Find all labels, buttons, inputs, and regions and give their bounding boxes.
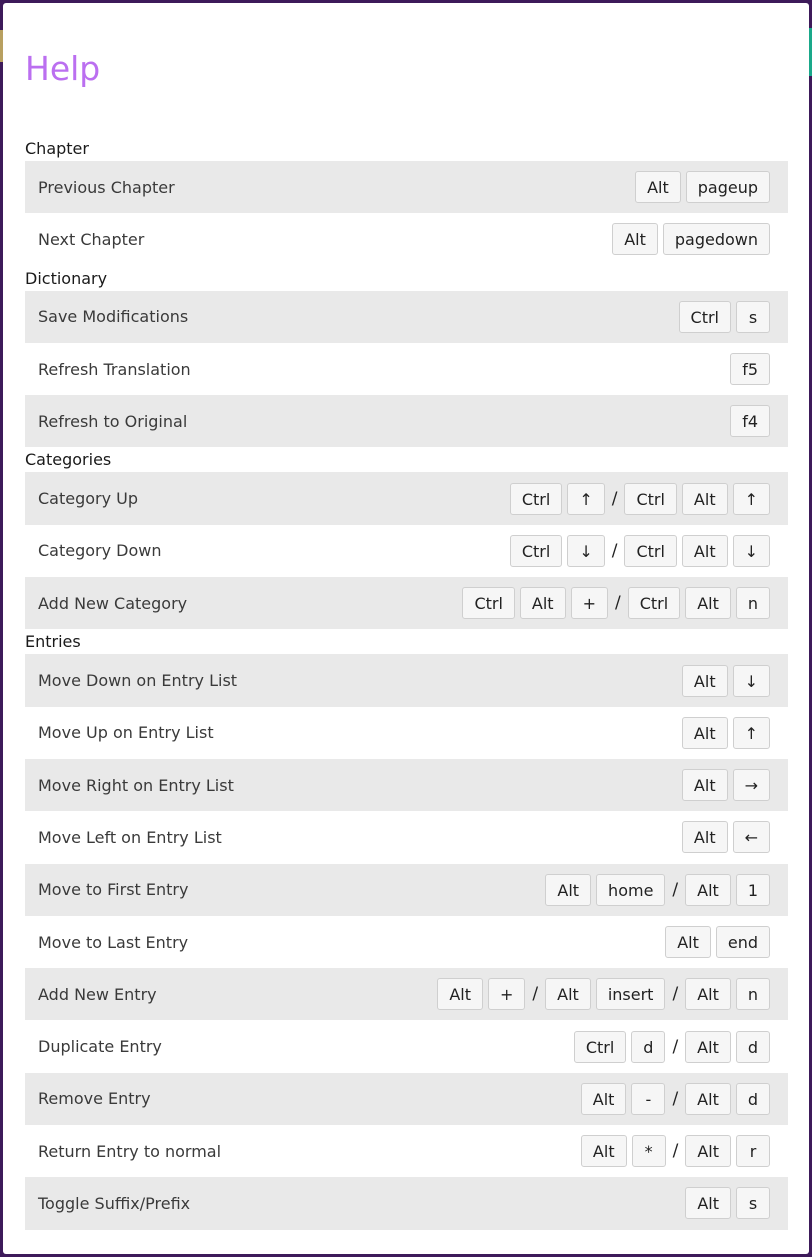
shortcut-label: Return Entry to normal (38, 1141, 222, 1161)
key-combination-group (505, 535, 770, 567)
key-cap: Ctrl (624, 483, 676, 515)
key-cap: ← (733, 821, 770, 853)
key-cap: Alt (635, 171, 681, 203)
key-cap: Ctrl (462, 587, 514, 619)
key-cap: Ctrl (679, 301, 731, 333)
key-combination-group (725, 405, 770, 437)
shortcut-row (25, 654, 788, 706)
combo-separator: / (672, 1036, 679, 1057)
key-cap: Alt (685, 1031, 731, 1063)
key-cap: Ctrl (510, 535, 562, 567)
shortcut-label: Category Up (38, 489, 139, 509)
key-cap: ↑ (733, 717, 770, 749)
shortcut-row (25, 213, 788, 265)
key-cap: Alt (581, 1135, 627, 1167)
key-combination-group (677, 769, 770, 801)
combo-separator: / (672, 984, 679, 1005)
key-cap: f4 (730, 405, 770, 437)
combo-separator: / (672, 1088, 679, 1109)
key-combination-group (674, 301, 770, 333)
key-combination-group (432, 978, 770, 1010)
key-combination-group (630, 171, 770, 203)
shortcut-label: Add New Category (38, 593, 188, 613)
key-cap: ↑ (567, 483, 604, 515)
key-cap: Alt (682, 535, 728, 567)
shortcut-row (25, 759, 788, 811)
shortcut-label: Move Right on Entry List (38, 775, 234, 795)
shortcut-label: Duplicate Entry (38, 1037, 162, 1057)
key-combination-group (725, 353, 770, 385)
key-cap: pagedown (663, 223, 770, 255)
key-cap: Alt (682, 665, 728, 697)
key-cap: r (736, 1135, 770, 1167)
key-combination-group (680, 1187, 770, 1219)
combo-separator: / (672, 1141, 679, 1162)
shortcut-row (25, 916, 788, 968)
shortcut-row (25, 472, 788, 524)
shortcut-label: Category Down (38, 541, 162, 561)
key-cap: * (632, 1135, 666, 1167)
key-cap: pageup (686, 171, 770, 203)
combo-separator: / (614, 593, 621, 614)
key-cap: insert (596, 978, 666, 1010)
key-combination-group (677, 665, 770, 697)
shortcut-row (25, 1073, 788, 1125)
shortcut-row (25, 161, 788, 213)
key-combination-group (677, 717, 770, 749)
key-combination-group (576, 1135, 770, 1167)
key-combination-group (540, 874, 770, 906)
shortcut-label: Move Down on Entry List (38, 671, 238, 691)
shortcut-row (25, 811, 788, 863)
key-cap: Alt (685, 1187, 731, 1219)
shortcut-label: Save Modifications (38, 307, 189, 327)
shortcut-label: Move Left on Entry List (38, 827, 222, 847)
key-cap: ↓ (733, 665, 770, 697)
key-combination-group (569, 1031, 770, 1063)
key-cap: ↓ (733, 535, 770, 567)
shortcut-row (25, 1125, 788, 1177)
shortcut-row (25, 864, 788, 916)
key-cap: ↑ (733, 483, 770, 515)
key-cap: Alt (545, 978, 591, 1010)
dialog-title: Help (25, 49, 101, 88)
key-cap: Alt (685, 1135, 731, 1167)
shortcut-label: Remove Entry (38, 1089, 151, 1109)
key-cap: Alt (581, 1083, 627, 1115)
key-cap: home (596, 874, 665, 906)
combo-separator: / (611, 488, 618, 509)
shortcut-row (25, 343, 788, 395)
key-combination-group (576, 1083, 770, 1115)
shortcut-row (25, 525, 788, 577)
key-cap: n (736, 978, 770, 1010)
shortcut-label: Toggle Suffix/Prefix (38, 1193, 191, 1213)
key-cap: Alt (437, 978, 483, 1010)
key-cap: f5 (730, 353, 770, 385)
key-cap: Alt (682, 821, 728, 853)
key-cap: Alt (685, 587, 731, 619)
shortcut-list (25, 136, 788, 1230)
section-heading: Entries (25, 632, 81, 652)
key-cap: Alt (665, 926, 711, 958)
key-cap: d (736, 1083, 770, 1115)
key-cap: + (488, 978, 525, 1010)
shortcut-row (25, 291, 788, 343)
shortcut-label: Add New Entry (38, 984, 157, 1004)
shortcut-row (25, 1020, 788, 1072)
key-cap: + (571, 587, 608, 619)
key-cap: Alt (685, 978, 731, 1010)
shortcut-label: Move Up on Entry List (38, 723, 214, 743)
shortcut-row (25, 707, 788, 759)
key-cap: Ctrl (628, 587, 680, 619)
key-cap: Alt (682, 769, 728, 801)
key-cap: Ctrl (510, 483, 562, 515)
combo-separator: / (532, 984, 539, 1005)
key-cap: s (736, 301, 770, 333)
key-combination-group (457, 587, 770, 619)
key-cap: - (631, 1083, 665, 1115)
shortcut-row (25, 1177, 788, 1229)
key-cap: d (736, 1031, 770, 1063)
shortcut-label: Move to First Entry (38, 880, 189, 900)
shortcut-label: Next Chapter (38, 229, 145, 249)
key-combination-group (505, 483, 770, 515)
key-cap: s (736, 1187, 770, 1219)
section-heading: Categories (25, 450, 112, 470)
key-cap: n (736, 587, 770, 619)
section-heading: Dictionary (25, 268, 108, 288)
key-cap: Ctrl (624, 535, 676, 567)
key-cap: 1 (736, 874, 770, 906)
shortcut-label: Move to Last Entry (38, 932, 189, 952)
key-cap: → (733, 769, 770, 801)
shortcut-row (25, 968, 788, 1020)
key-cap: end (716, 926, 770, 958)
key-cap: Alt (612, 223, 658, 255)
key-cap: d (631, 1031, 665, 1063)
key-combination-group (607, 223, 770, 255)
key-cap: Alt (685, 874, 731, 906)
key-combination-group (660, 926, 770, 958)
shortcut-label: Refresh to Original (38, 411, 188, 431)
combo-separator: / (672, 879, 679, 900)
key-cap: Alt (682, 483, 728, 515)
help-dialog (3, 3, 809, 1254)
key-combination-group (677, 821, 770, 853)
key-cap: Alt (520, 587, 566, 619)
key-cap: Alt (685, 1083, 731, 1115)
key-cap: Alt (545, 874, 591, 906)
section-heading: Chapter (25, 139, 89, 158)
key-cap: Alt (682, 717, 728, 749)
shortcut-label: Previous Chapter (38, 177, 175, 197)
shortcut-row (25, 577, 788, 629)
combo-separator: / (611, 540, 618, 561)
key-cap: ↓ (567, 535, 604, 567)
shortcut-label: Refresh Translation (38, 359, 191, 379)
key-cap: Ctrl (574, 1031, 626, 1063)
shortcut-row (25, 395, 788, 447)
